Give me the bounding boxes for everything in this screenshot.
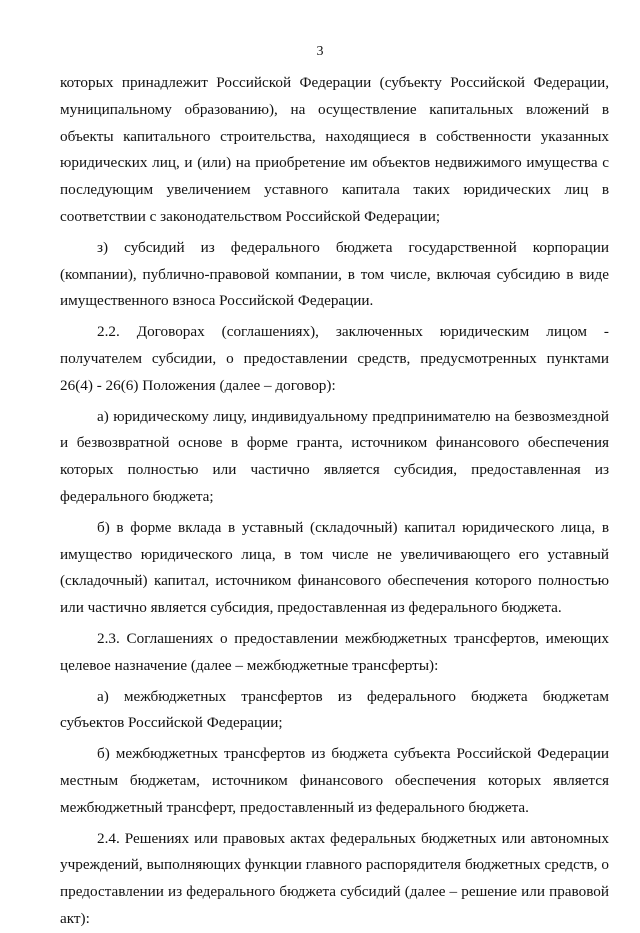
paragraph-section-2-4: 2.4. Решениях или правовых актах федеральных бюджетных или автономных учреждений, выполняющих функции главного распорядителя бюджетных средств, о предоставлении из федерального бюджета субсидий (далее – решение или правовой акт): — [60, 829, 609, 927]
paragraph-item-b-2-3: б) межбюджетных трансфертов из бюджета субъекта Российской Федерации местным бюджетам, источником финансового обеспечения которых является межбюджетный трансферт, предоставленный из федерального бюджета. — [60, 745, 609, 816]
page-number: 3 — [316, 44, 324, 59]
paragraph-item-z: з) субсидий из федерального бюджета государственной корпорации (компании), публично-правовой компании, в том числе, включая субсидию в виде имущественного взноса Российской Федерации. — [60, 238, 609, 310]
paragraph-item-b-2-2: б) в форме вклада в уставный (складочный) капитал юридического лица, в имущество юридического лица, в том числе не увеличивающего его уставный (складочный) капитал, источником финансового обеспечения которого полностью или частично является субсидия, предоставленная из федерального бюджета. — [60, 518, 609, 617]
document-body — [60, 70, 609, 933]
paragraph-item-a-2-2: а) юридическому лицу, индивидуальному предпринимателю на безвозмездной и безвозвратной основе в форме гранта, источником финансового обеспечения которых полностью или частично является субсидия, предоставленная из федерального бюджета; — [60, 407, 609, 505]
paragraph-continuation: которых принадлежит Российской Федерации (субъекту Российской Федерации, муниципальному образованию), на осуществление капитальных вложений в объекты капитального строительства, находящиеся в собственности указанных юридических лиц, и (или) на приобретение им объектов недвижимого имущества с последующим увеличением уставного капитала таких юридических лиц в соответствии с законодательством Российской Федерации; — [60, 74, 609, 225]
paragraph-section-2-2: 2.2. Договорах (соглашениях), заключенных юридическим лицом - получателем субсидии, о предоставлении средств, предусмотренных пунктами 26(4) - 26(6) Положения (далее – договор): — [60, 323, 609, 394]
paragraph-item-a-2-3: а) межбюджетных трансфертов из федерального бюджета бюджетам субъектов Российской Федерации; — [60, 687, 609, 732]
paragraph-section-2-3: 2.3. Соглашениях о предоставлении межбюджетных трансфертов, имеющих целевое назначение (далее – межбюджетные трансферты): — [60, 629, 609, 674]
